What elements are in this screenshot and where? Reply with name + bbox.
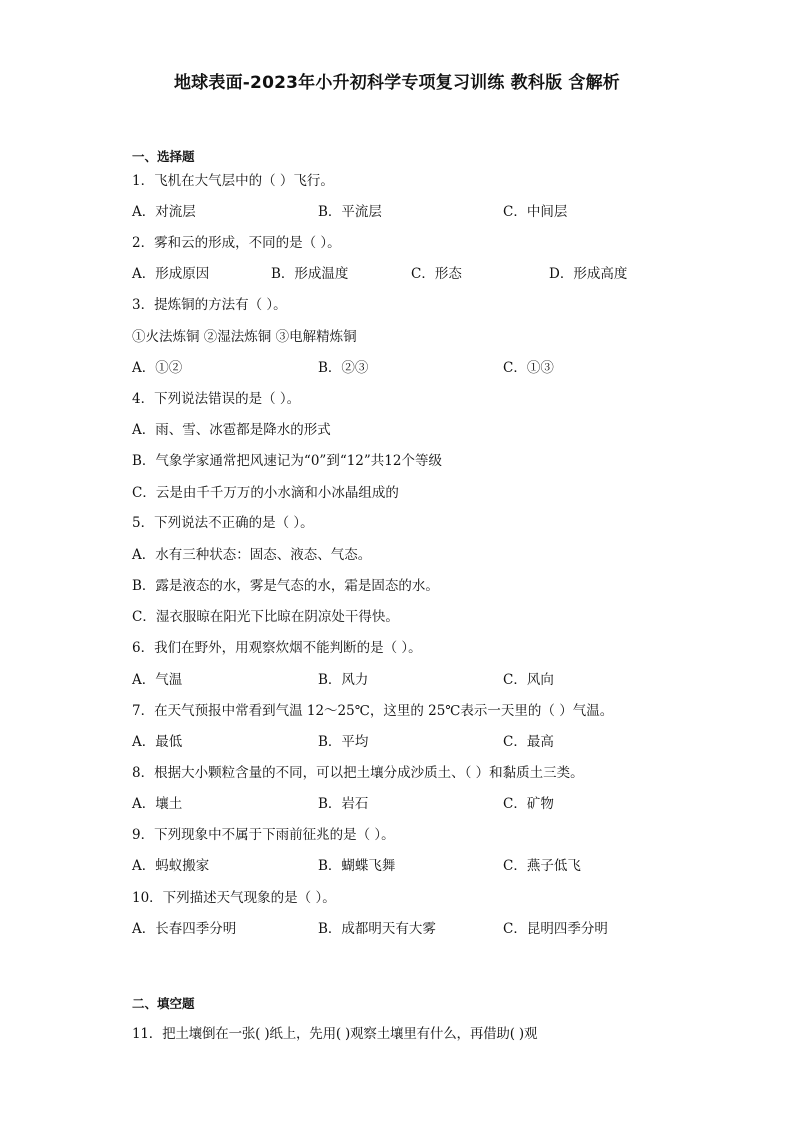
- question-1-option-c: C．中间层: [503, 204, 568, 220]
- question-7-option-a: A．最低: [132, 734, 183, 750]
- question-10-option-a: A．长春四季分明: [132, 921, 237, 937]
- question-2-option-d: D．形成高度: [549, 266, 628, 282]
- section-choice-heading: 一、选择题: [132, 149, 195, 164]
- question-9-option-b: B．蝴蝶飞舞: [318, 858, 396, 874]
- question-5-option-b: B．露是液态的水，雾是气态的水，霜是固态的水。: [132, 578, 439, 594]
- question-1-option-a: A．对流层: [132, 204, 196, 220]
- question-4-option-a: A．雨、雪、冰雹都是降水的形式: [132, 422, 331, 438]
- question-3-option-b: B．②③: [318, 360, 369, 376]
- question-3-stem: 3．提炼铜的方法有（ ）。: [132, 297, 287, 313]
- question-4-option-c: C．云是由千千万万的小水滴和小冰晶组成的: [132, 485, 399, 501]
- question-5-option-a: A．水有三种状态：固态、液态、气态。: [132, 547, 372, 563]
- question-8-option-c: C．矿物: [503, 796, 554, 812]
- question-3-option-c: C．①③: [503, 360, 554, 376]
- document-title: 地球表面-2023年小升初科学专项复习训练 教科版 含解析: [173, 73, 620, 93]
- question-3-methods: ①火法炼铜 ②湿法炼铜 ③电解精炼铜: [132, 329, 357, 345]
- question-10-option-c: C．昆明四季分明: [503, 921, 608, 937]
- question-11-stem: 11．把土壤倒在一张( )纸上，先用( )观察土壤里有什么，再借助( )观: [132, 1026, 538, 1042]
- question-8-stem: 8．根据大小颗粒含量的不同，可以把土壤分成沙质土、（ ）和黏质土三类。: [132, 765, 584, 781]
- question-5-stem: 5．下列说法不正确的是（ ）。: [132, 515, 314, 531]
- question-7-stem: 7．在天气预报中常看到气温 12～25℃，这里的 25℃表示一天里的（ ）气温。: [132, 703, 614, 719]
- question-6-option-a: A．气温: [132, 672, 183, 688]
- question-7-option-b: B．平均: [318, 734, 369, 750]
- question-8-option-a: A．壤土: [132, 796, 183, 812]
- question-2-option-b: B．形成温度: [271, 266, 349, 282]
- question-1-stem: 1．飞机在大气层中的（ ）飞行。: [132, 173, 334, 189]
- question-10-option-b: B．成都明天有大雾: [318, 921, 436, 937]
- question-2-option-c: C．形态: [411, 266, 462, 282]
- question-8-option-b: B．岩石: [318, 796, 369, 812]
- question-2-stem: 2．雾和云的形成，不同的是（ ）。: [132, 235, 341, 251]
- question-4-option-b: B．气象学家通常把风速记为“0”到“12”共12个等级: [132, 453, 442, 469]
- question-6-stem: 6．我们在野外，用观察炊烟不能判断的是（ ）。: [132, 640, 422, 656]
- question-9-stem: 9．下列现象中不属于下雨前征兆的是（ ）。: [132, 827, 395, 843]
- question-7-option-c: C．最高: [503, 734, 554, 750]
- question-6-option-c: C．风向: [503, 672, 554, 688]
- question-3-option-a: A．①②: [132, 360, 183, 376]
- question-9-option-c: C．燕子低飞: [503, 858, 581, 874]
- section-fill-heading: 二、填空题: [132, 996, 195, 1011]
- question-1-option-b: B．平流层: [318, 204, 382, 220]
- question-6-option-b: B．风力: [318, 672, 369, 688]
- question-9-option-a: A．蚂蚁搬家: [132, 858, 210, 874]
- question-5-option-c: C．湿衣服晾在阳光下比晾在阴凉处干得快。: [132, 609, 399, 625]
- question-2-option-a: A．形成原因: [132, 266, 210, 282]
- question-4-stem: 4．下列说法错误的是（ ）。: [132, 391, 301, 407]
- question-10-stem: 10．下列描述天气现象的是（ ）。: [132, 890, 336, 906]
